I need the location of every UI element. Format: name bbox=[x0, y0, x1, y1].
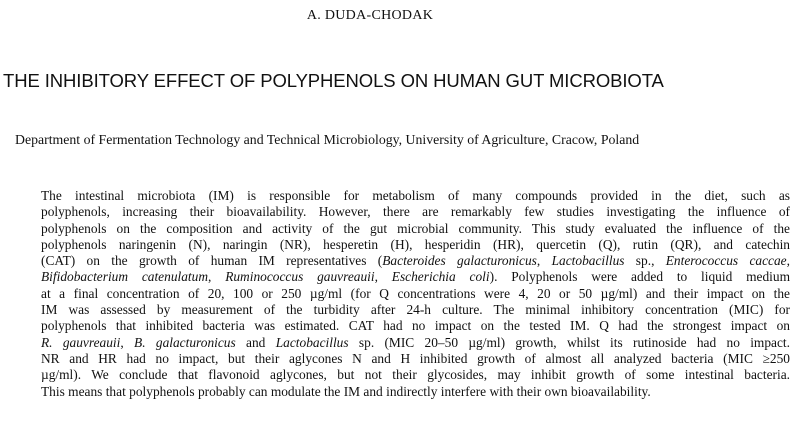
species-name: Enterococcus caccae bbox=[665, 253, 787, 269]
author-name: A. DUDA-CHODAK bbox=[306, 8, 434, 23]
abstract-text: sp., bbox=[624, 253, 666, 269]
abstract-text: at a final concentration of 20, 100 or 250 µg/ml (for Q concentrations were 4, 20 or 50 µg/ml) and their impact on the bbox=[41, 285, 790, 301]
abstract-text: , bbox=[786, 253, 790, 269]
abstract-text: µg/ml). We conclude that flavonoid aglycones, but not their glycosides, may inhibit growth of some intestinal bacteria. bbox=[41, 367, 790, 383]
abstract-text: (CAT) on the growth of human IM representatives ( bbox=[41, 253, 383, 269]
species-name: Ruminococcus gauvreauii bbox=[225, 269, 375, 285]
species-name: Lactobacillus bbox=[275, 334, 349, 350]
abstract-text: ). Polyphenols were added to liquid medium bbox=[489, 269, 790, 285]
species-name: B. galacturonicus bbox=[134, 334, 236, 350]
abstract-line bbox=[41, 204, 790, 220]
abstract-text: IM was assessed by measurement of the turbidity after 24-h culture. The minimal inhibitory concentration (MIC) for bbox=[41, 302, 790, 318]
abstract-line bbox=[41, 269, 790, 285]
paper-title: THE INHIBITORY EFFECT OF POLYPHENOLS ON HUMAN GUT MICROBIOTA bbox=[3, 70, 664, 91]
abstract-line bbox=[41, 221, 790, 237]
abstract bbox=[41, 188, 790, 400]
species-name: Bifidobacterium catenulatum bbox=[41, 269, 209, 285]
abstract-line bbox=[41, 237, 790, 253]
abstract-text: , bbox=[120, 334, 135, 350]
abstract-line bbox=[41, 188, 790, 204]
abstract-text: NR and HR had no impact, but their aglycones N and H inhibited growth of almost all analyzed bacteria (MIC ≥250 bbox=[41, 350, 790, 366]
abstract-line bbox=[41, 384, 790, 400]
abstract-text: This means that polyphenols probably can modulate the IM and indirectly interfere with their own bioavailability. bbox=[41, 383, 651, 399]
abstract-line bbox=[41, 351, 790, 367]
abstract-line bbox=[41, 302, 790, 318]
abstract-text: The intestinal microbiota (IM) is responsible for metabolism of many compounds provided in the diet, such as bbox=[41, 188, 790, 203]
species-name: Lactobacillus bbox=[551, 253, 625, 269]
abstract-line bbox=[41, 335, 790, 351]
abstract-text: polyphenols, increasing their bioavailability. However, there are remarkably few studies investigating the influence of bbox=[41, 204, 790, 220]
species-name: R. gauvreauii bbox=[41, 334, 121, 350]
abstract-line bbox=[41, 367, 790, 383]
abstract-text: and bbox=[235, 334, 276, 350]
abstract-text: , bbox=[208, 269, 226, 285]
species-name: Escherichia coli bbox=[391, 269, 490, 285]
abstract-text: , bbox=[374, 269, 392, 285]
abstract-line bbox=[41, 286, 790, 302]
author-affiliation: Department of Fermentation Technology and Technical Microbiology, University of Agriculture, Cracow, Poland bbox=[15, 132, 640, 147]
abstract-text: polyphenols on the composition and activity of the gut microbial community. This study evaluated the influence of the bbox=[41, 220, 790, 236]
abstract-text: polyphenols that inhibited bacteria was estimated. CAT had no impact on the tested IM. Q had the strongest impact on bbox=[41, 318, 790, 334]
abstract-line bbox=[41, 318, 790, 334]
species-name: Bacteroides galacturonicus bbox=[382, 253, 537, 269]
abstract-text: sp. (MIC 20–50 µg/ml) growth, whilst its rutinoside had no impact. bbox=[348, 334, 790, 350]
abstract-line bbox=[41, 253, 790, 269]
abstract-text: , bbox=[536, 253, 552, 269]
abstract-text: polyphenols naringenin (N), naringin (NR), hesperetin (H), hesperidin (HR), quercetin (Q), rutin (QR), and catechin bbox=[41, 236, 790, 252]
